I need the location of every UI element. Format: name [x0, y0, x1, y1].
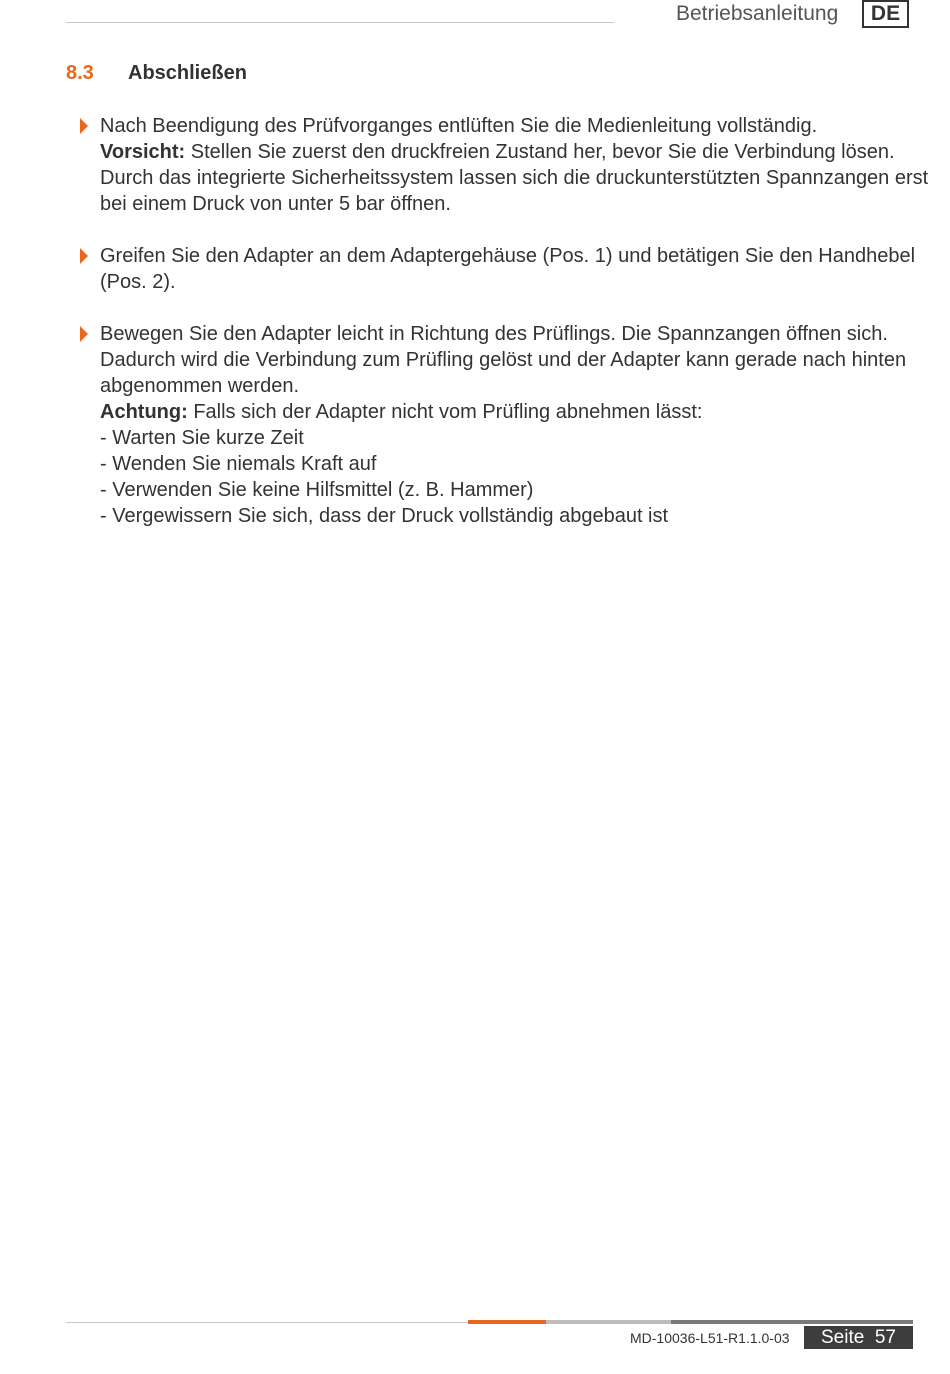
instruction-line: - Warten Sie kurze Zeit: [100, 427, 304, 449]
bullet-arrow-icon: [80, 118, 88, 134]
caution-paragraph: [100, 139, 930, 217]
language-badge: DE: [862, 0, 909, 28]
footer-grey-bar: [546, 1320, 671, 1324]
bullet-text: Nach Beendigung des Prüfvorganges entlüften Sie die Medienleitung vollständig.: [100, 115, 818, 137]
header-title: Betriebsanleitung: [676, 2, 839, 25]
section-title: Abschließen: [128, 62, 247, 84]
warning-paragraph: [100, 399, 930, 425]
page-number-box: [804, 1326, 913, 1349]
header-rule: [66, 22, 614, 23]
instruction-line: - Vergewissern Sie sich, dass der Druck vollständig abgebaut ist: [100, 505, 669, 527]
footer-dark-bar: [671, 1320, 913, 1324]
footer-rule: [66, 1322, 468, 1323]
footer-accent-bar: [468, 1320, 546, 1324]
bullet-item-1: [100, 113, 930, 217]
bullet-item-3: [100, 321, 930, 529]
caution-label: Vorsicht:: [100, 141, 186, 163]
instruction-line: - Wenden Sie niemals Kraft auf: [100, 453, 377, 475]
section-number: 8.3: [66, 62, 94, 84]
caution-text: Stellen Sie zuerst den druckfreien Zustand her, bevor Sie die Verbindung lösen. Durch das integrierte Sicherheitssystem lassen sich die druckunterstützten Spannzangen erst bei einem Druck von unter 5 bar öffnen.: [100, 141, 929, 215]
bullet-text: Greifen Sie den Adapter an dem Adaptergehäuse (Pos. 1) und betätigen Sie den Handhebel (Pos. 2).: [100, 245, 916, 293]
bullet-text: Bewegen Sie den Adapter leicht in Richtung des Prüflings. Die Spannzangen öffnen sich. Dadurch wird die Verbindung zum Prüfling gelöst und der Adapter kann gerade nach hinten abgenommen werden.: [100, 323, 907, 397]
bullet-item-2: [100, 243, 930, 295]
page-number: 57: [874, 1327, 896, 1348]
document-id: MD-10036-L51-R1.1.0-03: [630, 1330, 790, 1346]
page-label: Seite: [820, 1327, 865, 1348]
bullet-arrow-icon: [80, 248, 88, 264]
warning-text: Falls sich der Adapter nicht vom Prüfling abnehmen lässt:: [187, 401, 703, 423]
instruction-line: - Verwenden Sie keine Hilfsmittel (z. B. Hammer): [100, 479, 534, 501]
bullet-arrow-icon: [80, 326, 88, 342]
warning-label: Achtung:: [100, 401, 188, 423]
